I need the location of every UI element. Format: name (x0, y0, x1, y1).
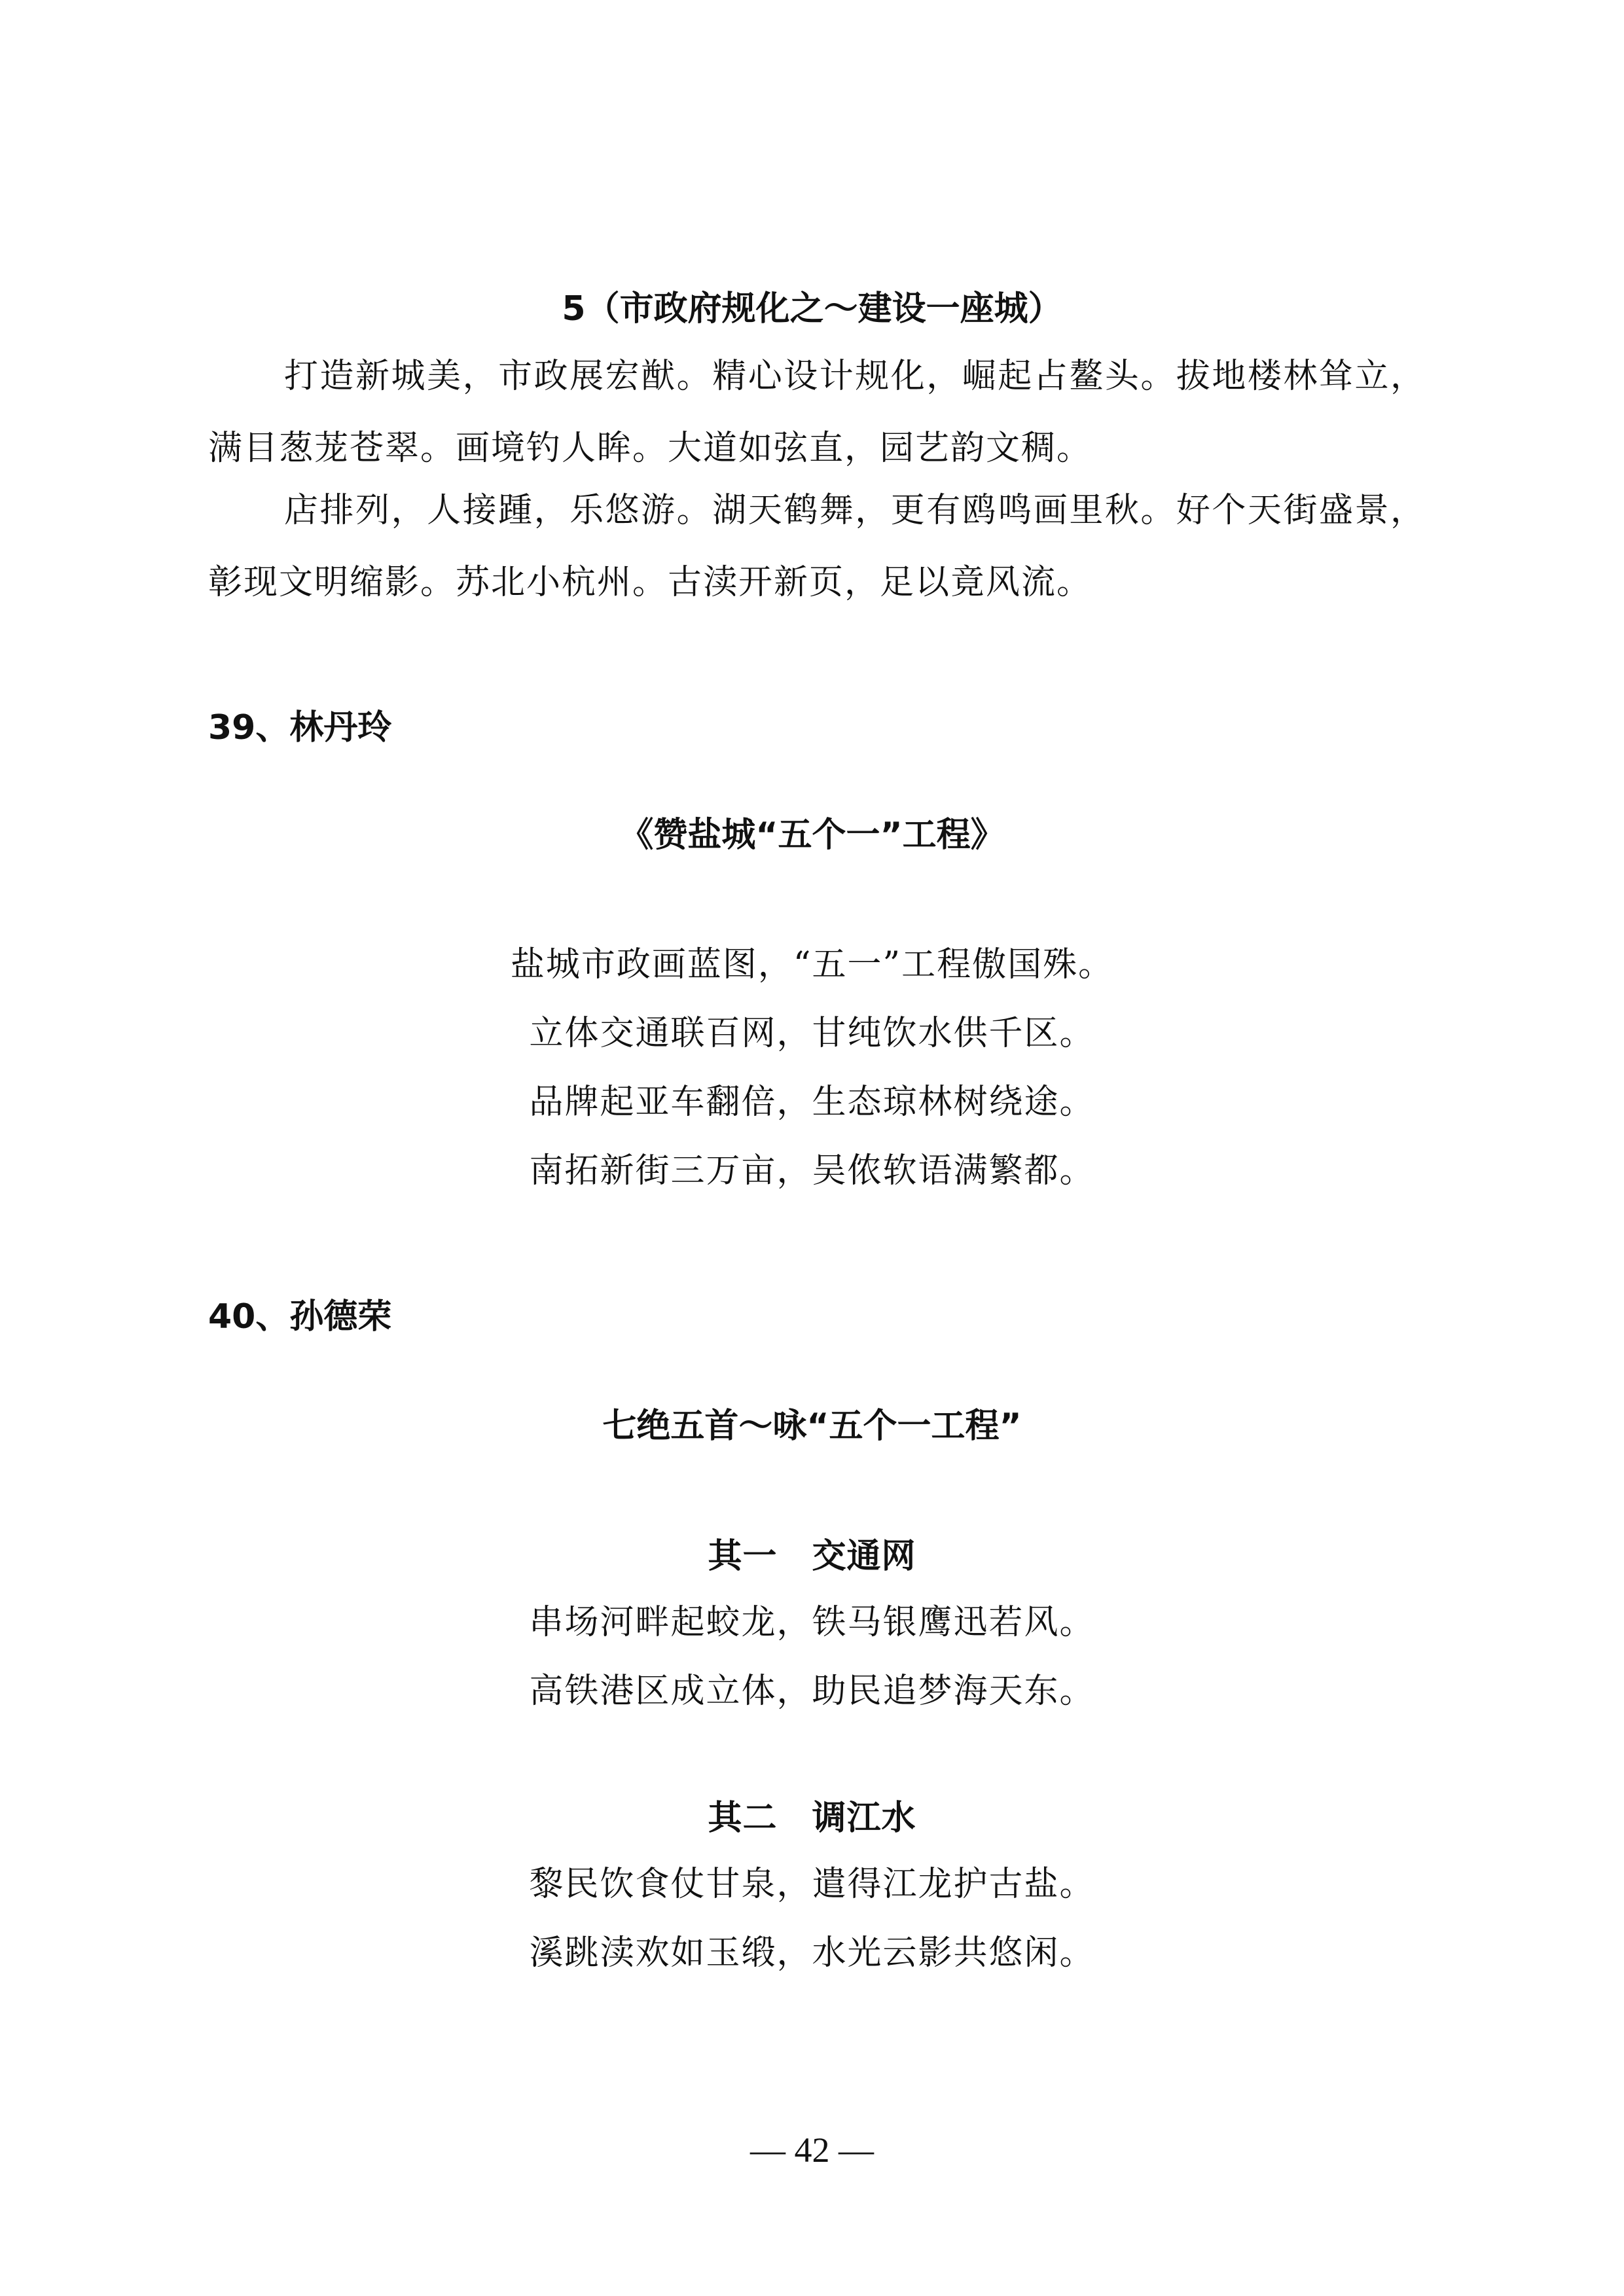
entry-40-poem-title: 七绝五首～咏“五个一工程” (602, 1407, 1022, 1446)
poem-line: 高铁港区成立体，助民追梦海天东。 (529, 1672, 1095, 1711)
entry-39-heading: 39、林丹玲 (208, 708, 392, 747)
paragraph-1: 打造新城美，市政展宏猷。精心设计规化，崛起占鳌头。拔地楼林耸立，满目葱茏苍翠。画境钓人眸。大道如弦直，园艺韵文稠。 (208, 357, 1426, 468)
poem-line: 立体交通联百网，甘纯饮水供千区。 (529, 1014, 1095, 1053)
subpoem-2-title: 其二 调江水 (708, 1799, 916, 1838)
subpoem-1-title: 其一 交通网 (708, 1537, 916, 1576)
page-number: — 42 — (750, 2130, 874, 2170)
poem-line: 盐城市政画蓝图，“五一”工程傲国殊。 (510, 945, 1114, 984)
poem-line: 南拓新街三万亩，吴侬软语满繁都。 (529, 1151, 1095, 1191)
poem-line: 串场河畔起蛟龙，铁马银鹰迅若风。 (529, 1603, 1095, 1642)
poem-line: 品牌起亚车翻倍，生态琼林树绕途。 (529, 1083, 1095, 1122)
paragraph-2: 店排列，人接踵，乐悠游。湖天鹤舞，更有鸥鸣画里秋。好个天街盛景，彰现文明缩影。苏北小杭州。古渎开新页，足以竟风流。 (208, 491, 1426, 602)
entry-40-heading: 40、孙德荣 (208, 1297, 392, 1336)
poem-line: 溪跳渎欢如玉缎，水光云影共悠闲。 (529, 1933, 1095, 1973)
poem-line: 黎民饮食仗甘泉，遣得江龙护古盐。 (529, 1865, 1095, 1904)
section-title: 5（市政府规化之～建设一座城） (562, 289, 1062, 329)
entry-39-poem-title: 《赞盐城“五个一”工程》 (619, 816, 1005, 855)
